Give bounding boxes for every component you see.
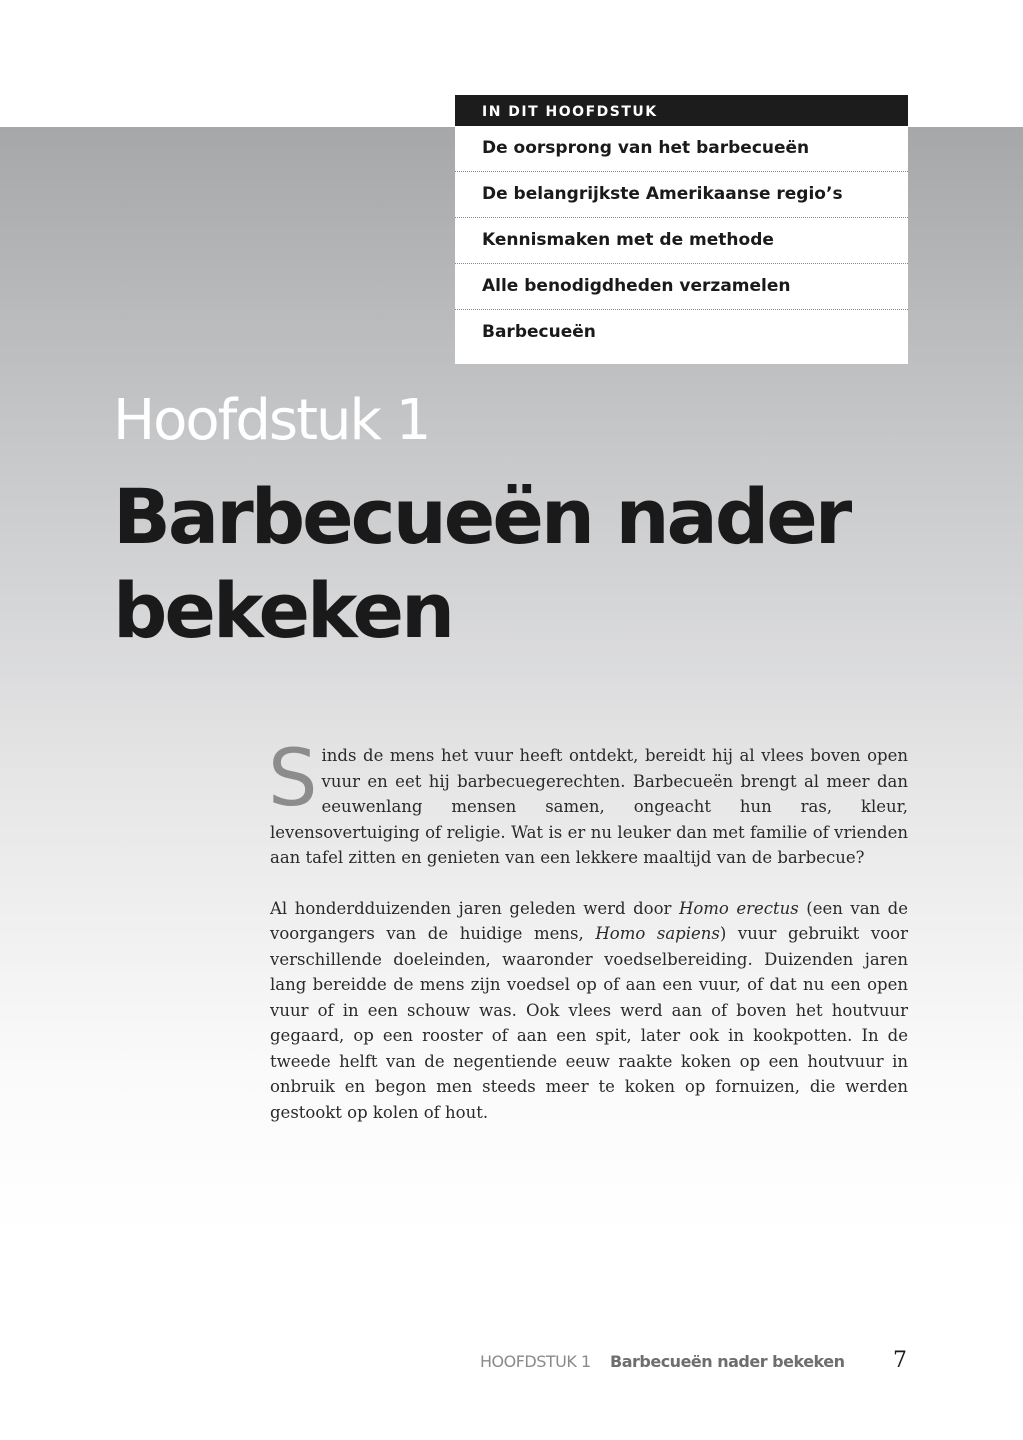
footer-chapter-label: HOOFDSTUK 1 [480, 1352, 591, 1371]
chapter-contents-box [455, 95, 908, 364]
chapter-title: Barbecueën nader bekeken [113, 472, 850, 655]
page-number: 7 [893, 1348, 907, 1373]
species-name: Homo sapiens [595, 924, 720, 943]
paragraph-text: ) vuur gebruikt voor verschillende doeleinden, waaronder voedselbereiding. Duizenden jaren lang bereidde de mens zijn voedsel op of aan een vuur, of dat nu een open vuur of in een schouw was. Ook vlees werd aan of boven het houtvuur gegaard, op een rooster of aan een spit, later ook in kookpotten. In de tweede helft van de negentiende eeuw raakte koken op een houtvuur in onbruik en begon men steeds meer te koken op fornuizen, die werden gestookt op kolen of hout. [270, 924, 908, 1122]
drop-cap-letter: S [268, 734, 318, 824]
footer-chapter-title: Barbecueën nader bekeken [610, 1352, 845, 1371]
chapter-contents-header: IN DIT HOOFDSTUK [455, 95, 908, 126]
chapter-number-label: Hoofdstuk 1 [113, 388, 430, 453]
running-footer [480, 1350, 910, 1376]
body-paragraph [270, 896, 908, 1126]
paragraph-text: (een van de voorgangers van de huidige mens, [270, 898, 909, 943]
paragraph-text: Al honderdduizenden jaren geleden werd door [270, 898, 679, 918]
toc-item: De oorsprong van het barbecueën [455, 126, 908, 172]
species-name: Homo erectus [678, 898, 799, 918]
toc-item: Barbecueën [482, 322, 596, 342]
body-text [268, 734, 909, 1150]
intro-paragraph-text: inds de mens het vuur heeft ontdekt, bereidt hij al vlees boven open vuur en eet hij barbecuegerechten. Barbecueën brengt al meer dan eeuwenlang mensen samen, ongeacht hun ras, kleur, levensovertuiging of religie. Wat is er nu leuker dan met familie of vrienden aan tafel zitten en genieten van een lekkere maaltijd van de barbecue? [270, 746, 908, 867]
toc-item: Alle benodigdheden verzamelen [455, 264, 908, 310]
chapter-contents-list [455, 126, 908, 364]
toc-item: Kennismaken met de methode [455, 218, 908, 264]
toc-item: De belangrijkste Amerikaanse regio’s [455, 172, 908, 218]
intro-paragraph [268, 734, 908, 871]
